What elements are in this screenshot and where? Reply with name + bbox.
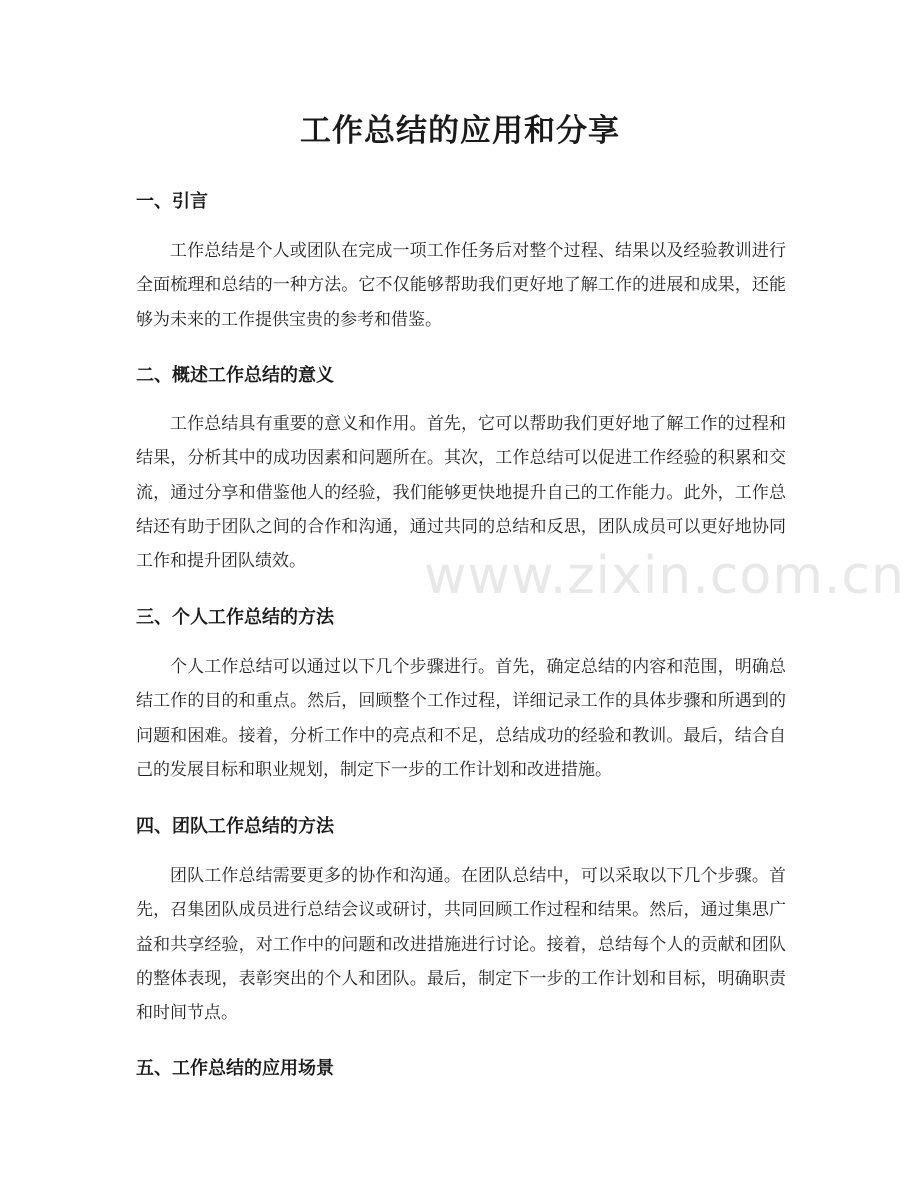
section-paragraph-intro: 工作总结是个人或团队在完成一项工作任务后对整个过程、结果以及经验教训进行全面梳理和总结的一种方法。它不仅能够帮助我们更好地了解工作的进展和成果，还能够为未来的工作提供宝贵的参考和借鉴。 [136,241,786,330]
section-heading-team-method: 四、团队工作总结的方法 [136,816,334,837]
section-heading-significance: 二、概述工作总结的意义 [136,365,334,386]
document-title: 工作总结的应用和分享 [300,113,620,149]
section-heading-application-scenarios: 五、工作总结的应用场景 [136,1058,334,1079]
section-heading-personal-method: 三、个人工作总结的方法 [136,607,334,628]
section-paragraph-team-method: 团队工作总结需要更多的协作和沟通。在团队总结中，可以采取以下几个步骤。首先，召集团队成员进行总结会议或研讨，共同回顾工作过程和结果。然后，通过集思广益和共享经验，对工作中的问题和改进措施进行讨论。接着，总结每个人的贡献和团队的整体表现，表彰突出的个人和团队。最后，制定下一步的工作计划和目标，明确职责和时间节点。 [136,866,786,1024]
section-paragraph-significance: 工作总结具有重要的意义和作用。首先，它可以帮助我们更好地了解工作的过程和结果，分析其中的成功因素和问题所在。其次，工作总结可以促进工作经验的积累和交流，通过分享和借鉴他人的经验，我们能够更快地提升自己的工作能力。此外，工作总结还有助于团队之间的合作和沟通，通过共同的总结和反思，团队成员可以更好地协同工作和提升团队绩效。 [136,414,786,572]
watermark: www.zixin.com.cn [424,546,905,606]
section-paragraph-personal-method: 个人工作总结可以通过以下几个步骤进行。首先，确定总结的内容和范围，明确总结工作的目的和重点。然后，回顾整个工作过程，详细记录工作的具体步骤和所遇到的问题和困难。接着，分析工作中的亮点和不足，总结成功的经验和教训。最后，结合自己的发展目标和职业规划，制定下一步的工作计划和改进措施。 [136,657,786,780]
section-heading-intro: 一、引言 [136,191,208,212]
